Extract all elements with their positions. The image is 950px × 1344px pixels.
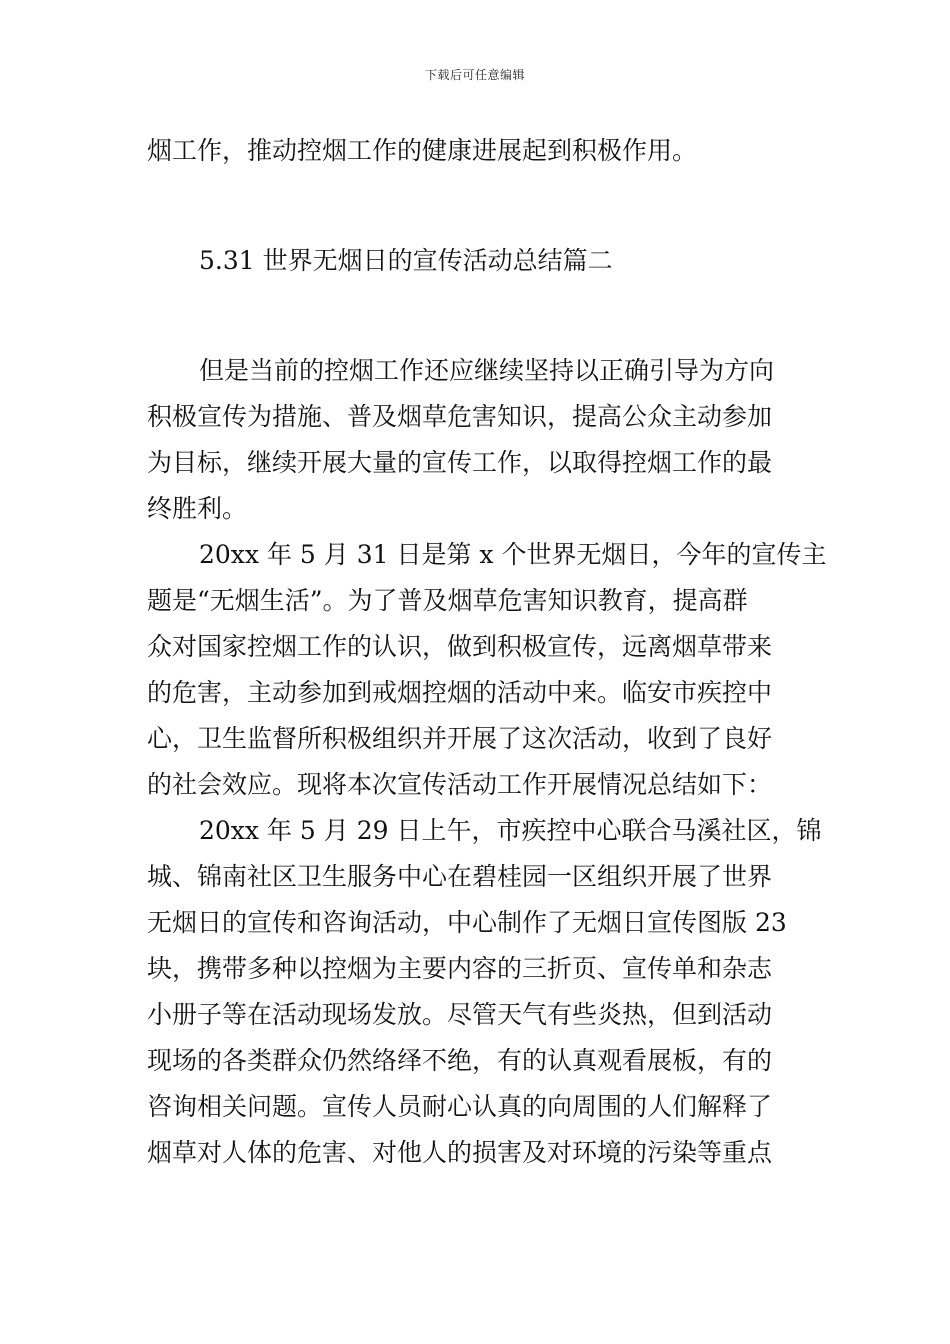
body-line: 众对国家控烟工作的认识，做到积极宣传，远离烟草带来 <box>147 632 773 661</box>
body-line: 20xx 年 5 月 29 日上午，市疾控中心联合马溪社区，锦 <box>199 816 822 845</box>
body-line: 块，携带多种以控烟为主要内容的三折页、宣传单和杂志 <box>147 954 773 983</box>
body-line: 终胜利。 <box>147 494 248 523</box>
body-line: 题是“无烟生活”。为了普及烟草危害知识教育，提高群 <box>147 586 748 615</box>
body-line: 烟工作，推动控烟工作的健康进展起到积极作用。 <box>147 136 698 165</box>
body-line: 咨询相关问题。宣传人员耐心认真的向周围的人们解释了 <box>147 1092 773 1121</box>
page-header: 下载后可任意编辑 <box>424 68 525 82</box>
body-line: 心，卫生监督所积极组织并开展了这次活动，收到了良好 <box>147 724 773 753</box>
body-line: 烟草对人体的危害、对他人的损害及对环境的污染等重点 <box>147 1138 773 1167</box>
section-heading: 5.31 世界无烟日的宣传活动总结篇二 <box>199 246 613 275</box>
body-line: 为目标，继续开展大量的宣传工作，以取得控烟工作的最 <box>147 448 773 477</box>
body-line: 20xx 年 5 月 31 日是第 x 个世界无烟日，今年的宣传主 <box>199 540 827 569</box>
body-line: 小册子等在活动现场发放。尽管天气有些炎热，但到活动 <box>147 1000 773 1029</box>
body-line: 的社会效应。现将本次宣传活动工作开展情况总结如下： <box>147 770 773 799</box>
document-body <box>147 128 827 1176</box>
body-line: 积极宣传为措施、普及烟草危害知识，提高公众主动参加 <box>147 402 773 431</box>
body-line: 现场的各类群众仍然络绎不绝，有的认真观看展板，有的 <box>147 1046 773 1075</box>
body-line: 的危害，主动参加到戒烟控烟的活动中来。临安市疾控中 <box>147 678 773 707</box>
body-line: 城、锦南社区卫生服务中心在碧桂园一区组织开展了世界 <box>147 862 773 891</box>
body-line: 但是当前的控烟工作还应继续坚持以正确引导为方向 <box>199 356 775 385</box>
body-line: 无烟日的宣传和咨询活动，中心制作了无烟日宣传图版 23 <box>147 908 787 937</box>
